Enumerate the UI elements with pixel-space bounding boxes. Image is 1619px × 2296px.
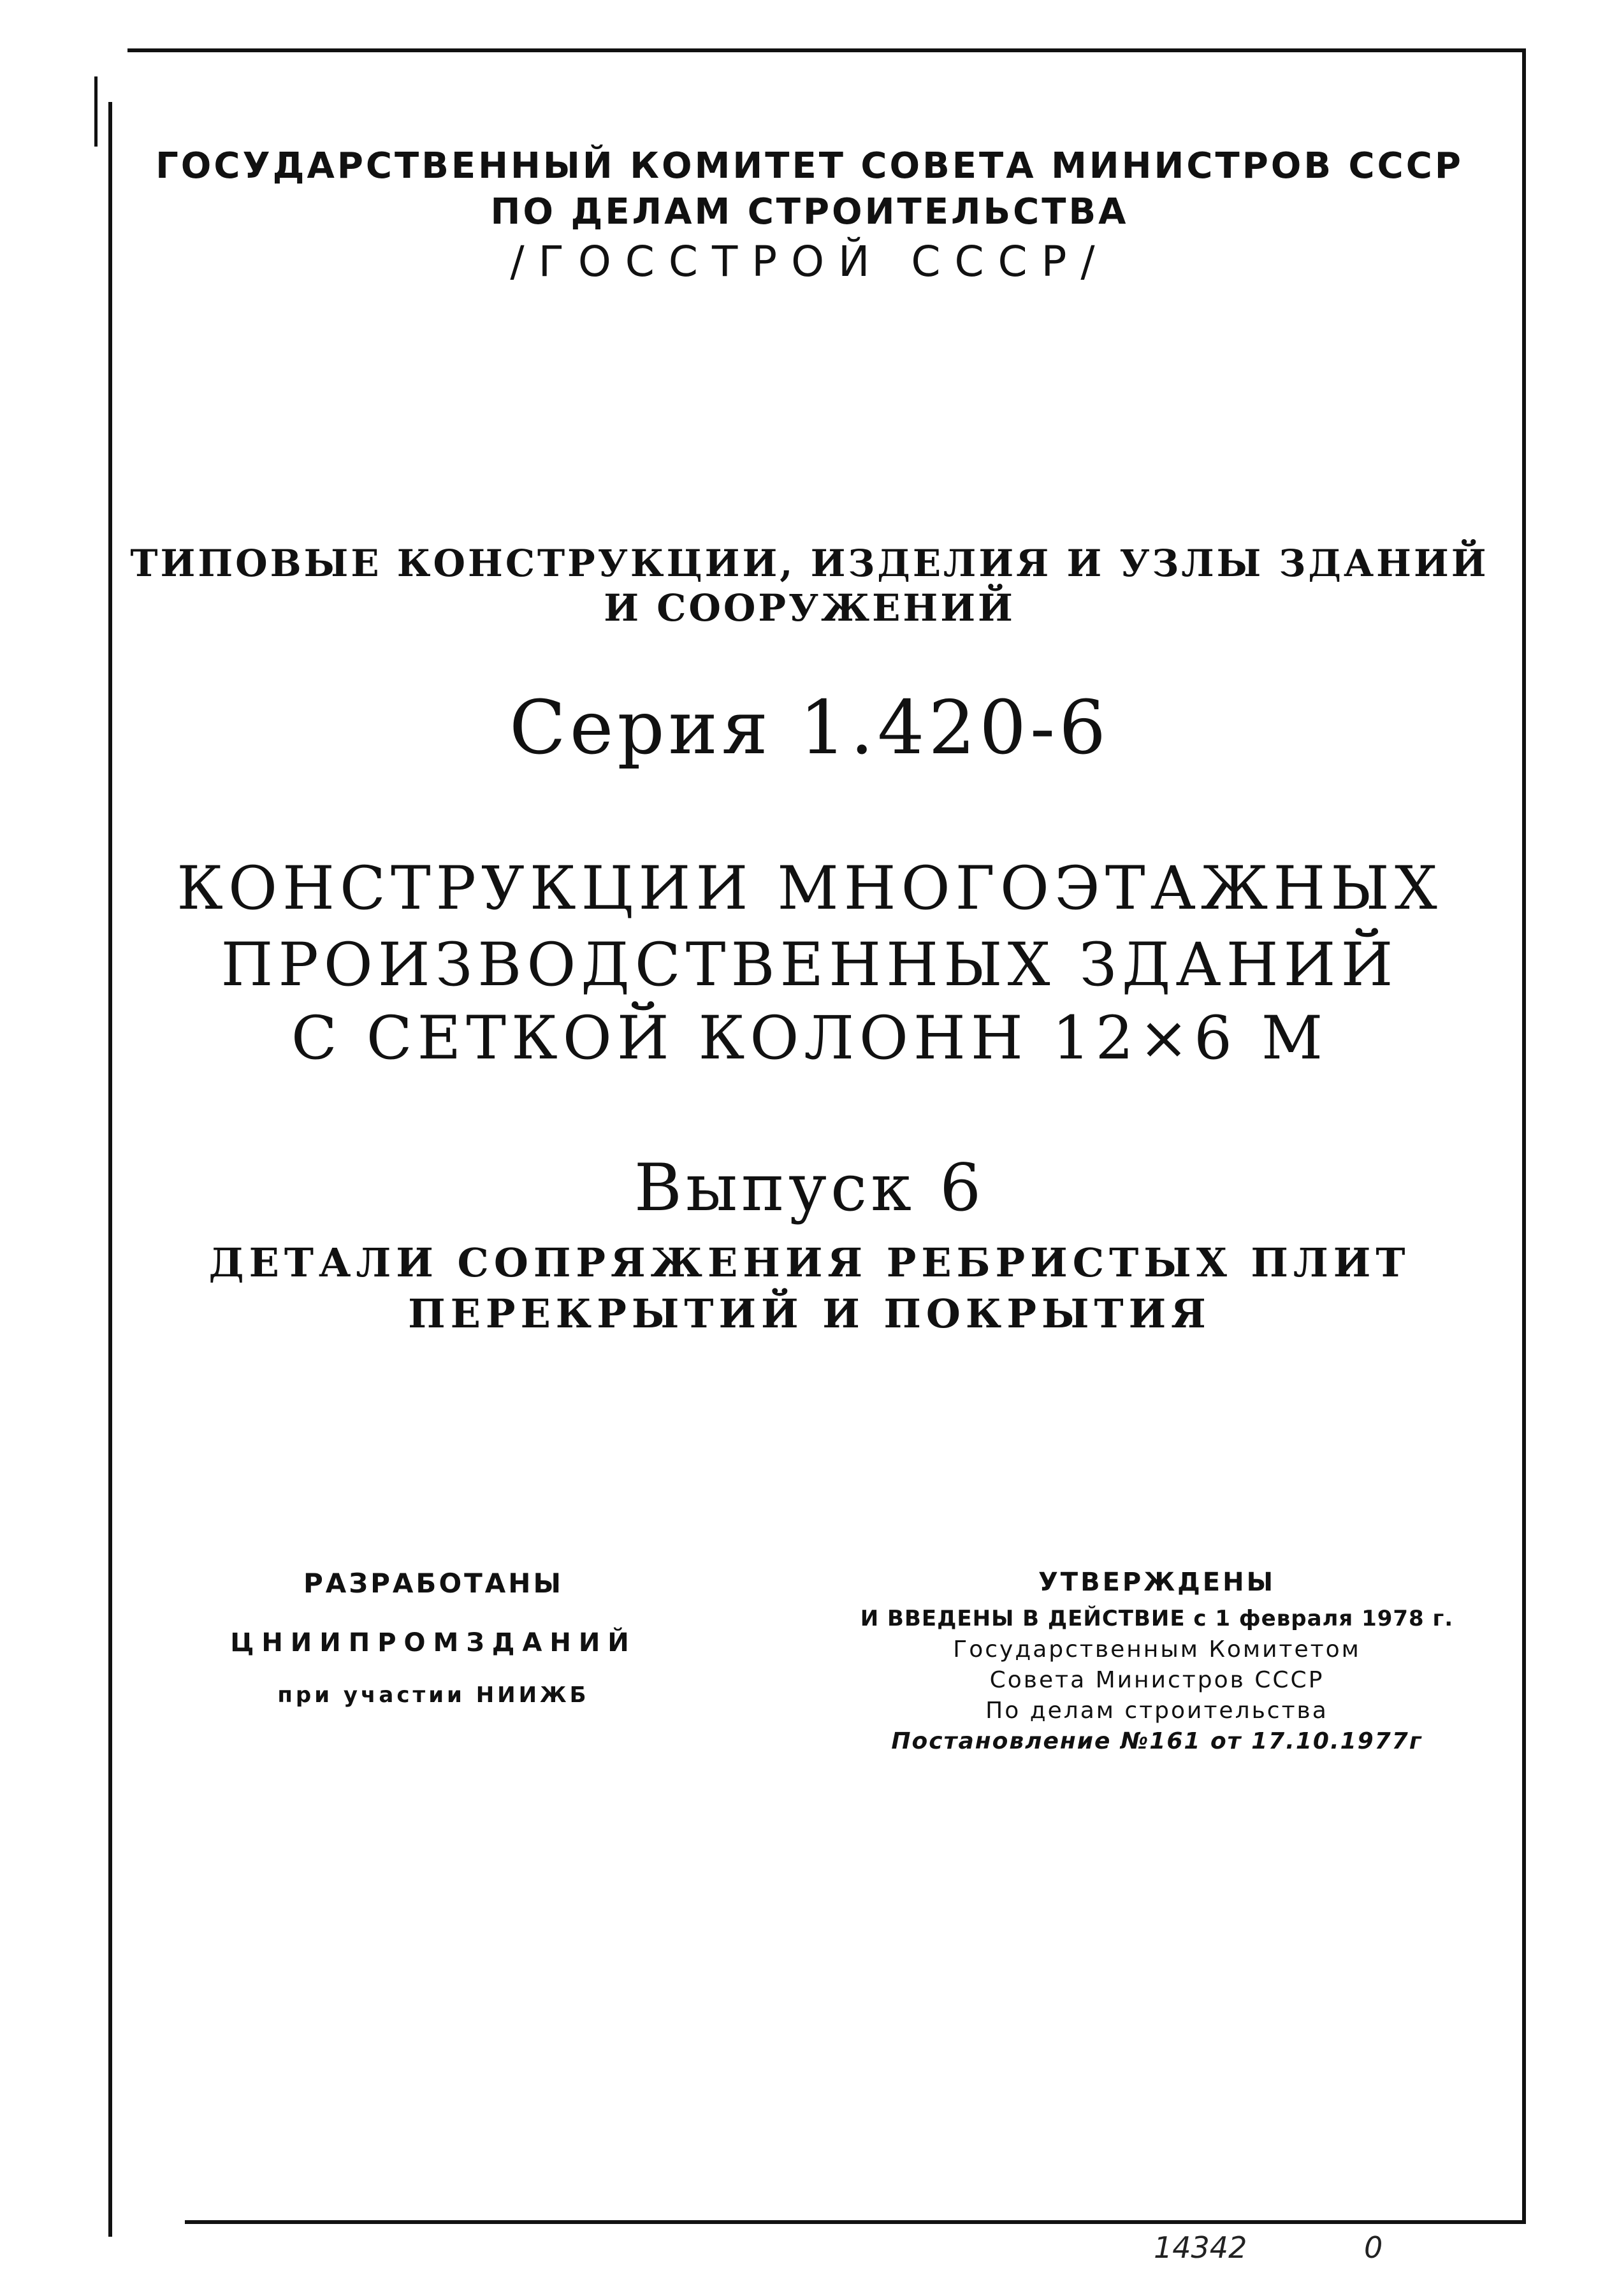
main-title-line3: С СЕТКОЙ КОЛОНН 12×6 М [291,1004,1328,1073]
main-title-line2: ПРОИЗВОДСТВЕННЫХ ЗДАНИЙ [221,930,1398,1000]
frame-right-line [1522,48,1526,2221]
approved-heading: УТВЕРЖДЕНЫ [1038,1568,1276,1597]
developed-org: ЦНИИПРОМЗДАНИЙ [230,1628,637,1657]
issue-subtitle-line2: ПЕРЕКРЫТИЙ И ПОКРЫТИЯ [408,1290,1211,1337]
type-title-line2: И СООРУЖЕНИЙ [604,586,1015,630]
header-gosstroy: /ГОССТРОЙ СССР/ [510,237,1109,286]
frame-top-line [127,48,1523,52]
developed-participation: при участии НИИЖБ [277,1682,590,1708]
frame-left-stub-line [94,76,98,147]
series-number: Серия 1.420-6 [509,685,1110,771]
approved-line2: Государственным Комитетом [953,1636,1361,1663]
type-title-line1: ТИПОВЫЕ КОНСТРУКЦИИ, ИЗДЕЛИЯ И УЗЛЫ ЗДАНИЙ [130,542,1489,585]
developed-heading: РАЗРАБОТАНЫ [303,1568,563,1599]
footer-code: 14342 [1154,2230,1247,2265]
frame-bottom-line [185,2220,1526,2224]
header-committee: ГОСУДАРСТВЕННЫЙ КОМИТЕТ СОВЕТА МИНИСТРОВ СССР [156,145,1463,187]
approved-line1: И ВВЕДЕНЫ В ДЕЙСТВИЕ с 1 февраля 1978 г. [860,1606,1454,1631]
footer-page: 0 [1364,2230,1383,2265]
main-title-line1: КОНСТРУКЦИИ МНОГОЭТАЖНЫХ [177,854,1442,923]
approved-decree: Постановление №161 от 17.10.1977г [891,1728,1423,1754]
issue-subtitle-line1: ДЕТАЛИ СОПРЯЖЕНИЯ РЕБРИСТЫХ ПЛИТ [208,1239,1411,1286]
issue-label: Выпуск 6 [634,1150,985,1226]
header-department: ПО ДЕЛАМ СТРОИТЕЛЬСТВА [490,191,1129,233]
approved-line4: По делам строительства [985,1698,1328,1724]
approved-line3: Совета Министров СССР [989,1667,1325,1693]
